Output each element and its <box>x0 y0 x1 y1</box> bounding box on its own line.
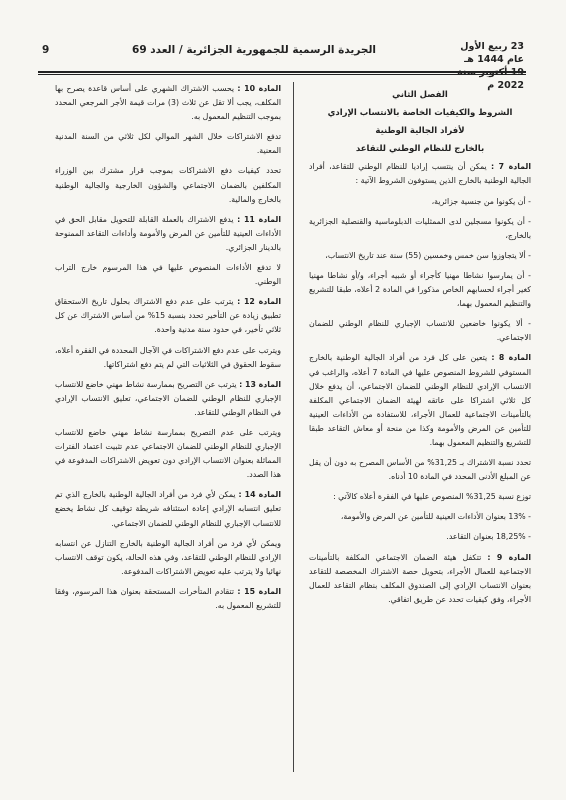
header-date-hijri: 23 ربيع الأول عام 1444 هـ <box>460 41 524 65</box>
article-13-label: المادة 13 : <box>239 379 281 389</box>
article-11-paragraph-2: لا تدفع الأداءات المنصوص عليها في هذا المرسوم خارج التراب الوطني. <box>55 263 281 287</box>
article-7-label: المادة 7 : <box>491 162 531 172</box>
article-8 <box>309 351 531 450</box>
article-14-label: المادة 14 : <box>238 490 281 500</box>
article-8-distribution-1: - 13% بعنوان الأداءات العينية للتأمين عن المرض والأمومة، <box>340 512 531 522</box>
article-10-label: المادة 10 : <box>237 84 281 93</box>
article-12-label: المادة 12 : <box>237 297 281 307</box>
right-column <box>309 82 531 772</box>
article-10-text: يحسب الاشتراك الشهري على أساس قاعدة يصرح بها المكلف، يجب ألا تقل عن ثلاث (3) مرات قيمة الأجر المرجعي المحدد بموجب التنظيم المعمول به. <box>55 84 281 122</box>
article-8-distribution-2: - 18,25% بعنوان التقاعد. <box>446 532 531 542</box>
article-8-paragraph-3: توزع نسبة 31,25% المنصوص عليها في الفقرة أعلاه كالآتي : <box>333 492 531 502</box>
article-15-label: المادة 15 : <box>237 586 281 596</box>
article-7-condition-4: - أن يمارسوا نشاطا مهنيا كأجراء أو شبيه أجراء، و/أو نشاطا مهنيا كغير أجراء لحسابهم الخاص مذكورا في المادة 2 أعلاه، طبقا للتشريع والتنظيم المعمول بهما، <box>309 270 531 309</box>
article-13-paragraph-2: ويترتب على عدم التصريح بممارسة نشاط مهني خاضع للانتساب الإجباري للنظام الوطني للضمان الاجتماعي عدم تثبيت اعتماد الفترات المماثلة بعنوان الانتساب الإرادي دون تعويض الاشتراكات المدفوعة في هذا الصدد. <box>55 427 281 480</box>
chapter-title-line-1: الشروط والكيفيات الخاصة بالانتساب الإرادي <box>327 108 513 119</box>
article-8-paragraph-2: تحدد نسبة الاشتراك بـ 31,25% من الأساس المصرح به دون أن يقل عن المبلغ الأدنى المحدد في المادة 10 أدناه. <box>309 458 531 482</box>
left-column <box>55 82 281 772</box>
article-8-label: المادة 8 : <box>491 353 531 363</box>
header-date-gregorian: 19 أكتوبر سنة 2022 م <box>457 67 524 91</box>
article-14 <box>55 488 281 530</box>
article-14-paragraph-2: ويمكن لأي فرد من أفراد الجالية الوطنية بالخارج التنازل عن انتسابه الإرادي للنظام الوطني للتقاعد، وفي هذه الحالة، يكون توقف الانتساب نهائيا ولا يترتب عليه تعويض الاشتراكات المدفوعة. <box>55 538 281 576</box>
header-rule-thin <box>38 74 526 75</box>
article-11-label: المادة 11 : <box>237 214 281 224</box>
article-12-text: يترتب على عدم دفع الاشتراك بحلول تاريخ الاستحقاق تطبيق زيادة عن التأخير تحدد بنسبة 15% من أساس الاشتراك عن كل ثلاثي تأخير، في حدود سنة مدنية واحدة. <box>55 297 281 335</box>
article-12-paragraph-2: ويترتب على عدم دفع الاشتراكات في الآجال المحددة في الفقرة أعلاه، سقوط الحقوق في الثلاثيات التي لم يتم دفع اشتراكاتها. <box>55 345 281 369</box>
article-11 <box>55 213 281 255</box>
article-7-condition-2: - أن يكونوا مسجلين لدى الممثليات الدبلوماسية والقنصلية الجزائرية بالخارج، <box>309 216 531 240</box>
article-7-condition-5: - ألا يكونوا خاضعين للانتساب الإجباري للنظام الوطني للضمان الاجتماعي. <box>309 319 531 343</box>
article-7-text: يمكن أن ينتسب إراديا للنظام الوطني للتقاعد، أفراد الجالية الوطنية بالخارج الذين يستوفون الشروط الآتية : <box>309 162 531 186</box>
article-10-paragraph-2: تدفع الاشتراكات خلال الشهر الموالي لكل ثلاثي من السنة المدنية المعنية. <box>55 132 281 156</box>
article-12 <box>55 295 281 337</box>
article-7-condition-3: - ألا يتجاوزوا سن خمس وخمسين (55) سنة عند تاريخ الانتساب، <box>325 250 531 260</box>
article-14-text: يمكن لأي فرد من أفراد الجالية الوطنية بالخارج الذي تم تعليق انتسابه الإرادي إعادة استئنافه شريطة توقيف كل نشاط يخضع للانتساب الإجباري للنظام الوطني للضمان الاجتماعي. <box>55 490 281 528</box>
header-rule-thick <box>38 71 526 73</box>
column-divider <box>293 82 294 772</box>
page-number: 9 <box>42 44 50 56</box>
article-13 <box>55 378 281 420</box>
chapter-title-line-2: لأفراد الجالية الوطنية <box>375 126 465 137</box>
article-8-text: يتعين على كل فرد من أفراد الجالية الوطنية بالخارج المستوفي للشروط المنصوص عليها في المادة 7 أعلاه، والراغب في الانتساب الإرادي للنظام الوطني للضمان الاجتماعي، أن يدفع خلال كل ثلاثي اشتراكا على عاتقه لهيئة الضمان الاجتماعي المكلفة بالتأمينات الاجتماعية للعمال الأجراء، للاستفادة من الأداءات العينية للتأمين عن المرض والأمومة وكذا من منحة أو معاش التقاعد طبقا للتشريع والتنظيم المعمول بهما. <box>309 353 531 447</box>
article-10 <box>55 82 281 124</box>
article-11-text: يدفع الاشتراك بالعملة القابلة للتحويل مقابل الحق في الأداءات العينية للتأمين عن المرض والأمومة وأداءات التقاعد الممنوحة بالدينار الجزائري. <box>55 214 281 252</box>
article-10-paragraph-3: تحدد كيفيات دفع الاشتراكات بموجب قرار مشترك بين الوزراء المكلفين بالضمان الاجتماعي والشؤون الخارجية والجالية الوطنية بالخارج والمالية. <box>55 166 281 204</box>
article-7-condition-1: - أن يكونوا من جنسية جزائرية، <box>431 196 531 206</box>
article-15 <box>55 585 281 613</box>
chapter-title-line-3: بالخارج للنظام الوطني للتقاعد <box>355 144 485 155</box>
article-9-text: تتكفل هيئة الضمان الاجتماعي المكلفة بالتأمينات الاجتماعية للعمال الأجراء، بتحويل حصة الاشتراك المخصصة للتقاعد بعنوان الانتساب الإرادي إلى الصندوق المكلف بنظام التقاعد للعمال الأجراء، وفق كيفيات تحدد عن طريق اتفاقي. <box>309 552 531 604</box>
journal-title: الجريدة الرسمية للجمهورية الجزائرية / العدد 69 <box>132 44 376 56</box>
article-15-text: تتقادم المتأخرات المستحقة بعنوان هذا المرسوم، وفقا للتشريع المعمول به. <box>55 586 281 610</box>
article-9 <box>309 551 531 607</box>
article-9-label: المادة 9 : <box>487 552 531 562</box>
article-7 <box>309 160 531 188</box>
chapter-heading: الفصل الثاني <box>392 90 448 100</box>
article-13-text: يترتب عن التصريح بممارسة نشاط مهني خاضع للانتساب الإجباري للنظام الوطني للضمان الاجتماعي، تعليق الانتساب الإرادي في النظام الوطني للتقاعد. <box>55 379 281 417</box>
